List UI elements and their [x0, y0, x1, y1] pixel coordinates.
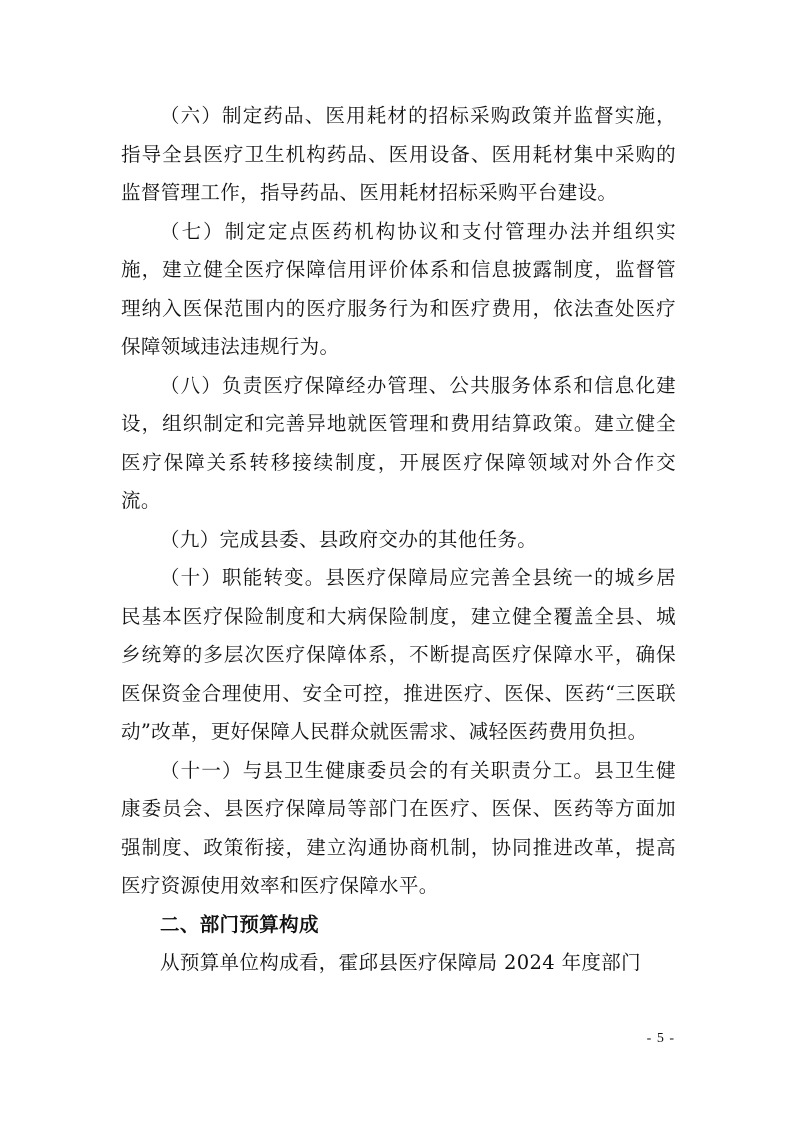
paragraph-item-10: （十）职能转变。县医疗保障局应完善全县统一的城乡居民基本医疗保险制度和大病保险制度，建立健全覆盖全县、城乡统筹的多层次医疗保障体系，不断提高医疗保障水平，确保医保资金合理使用、安全可控，推进医疗、医保、医药“三医联动”改革，更好保障人民群众就医需求、减轻医药费用负担。: [121, 566, 676, 743]
paragraph-item-9: （九）完成县委、县政府交办的其他任务。: [160, 527, 538, 551]
page-body: [121, 97, 676, 983]
closing-paragraph: 从预算单位构成看，霍邱县医疗保障局 2024 年度部门: [160, 951, 641, 974]
section-heading: 二、部门预算构成: [160, 912, 319, 936]
paragraph-item-7: （七）制定定点医药机构协议和支付管理办法并组织实施，建立健全医疗保障信用评价体系和信息披露制度，监督管理纳入医保范围内的医疗服务行为和医疗费用，依法查处医疗保障领域违法违规行为。: [121, 219, 676, 358]
page-number: - 5 -: [646, 1031, 675, 1046]
paragraph-item-8: （八）负责医疗保障经办管理、公共服务体系和信息化建设，组织制定和完善异地就医管理和费用结算政策。建立健全医疗保障关系转移接续制度，开展医疗保障领域对外合作交流。: [121, 373, 676, 512]
paragraph-item-6: （六）制定药品、医用耗材的招标采购政策并监督实施，指导全县医疗卫生机构药品、医用设备、医用耗材集中采购的监督管理工作，指导药品、医用耗材招标采购平台建设。: [121, 104, 676, 204]
paragraph-item-11: （十一）与县卫生健康委员会的有关职责分工。县卫生健康委员会、县医疗保障局等部门在医疗、医保、医药等方面加强制度、政策衔接，建立沟通协商机制，协同推进改革，提高医疗资源使用效率和医疗保障水平。: [121, 758, 676, 897]
